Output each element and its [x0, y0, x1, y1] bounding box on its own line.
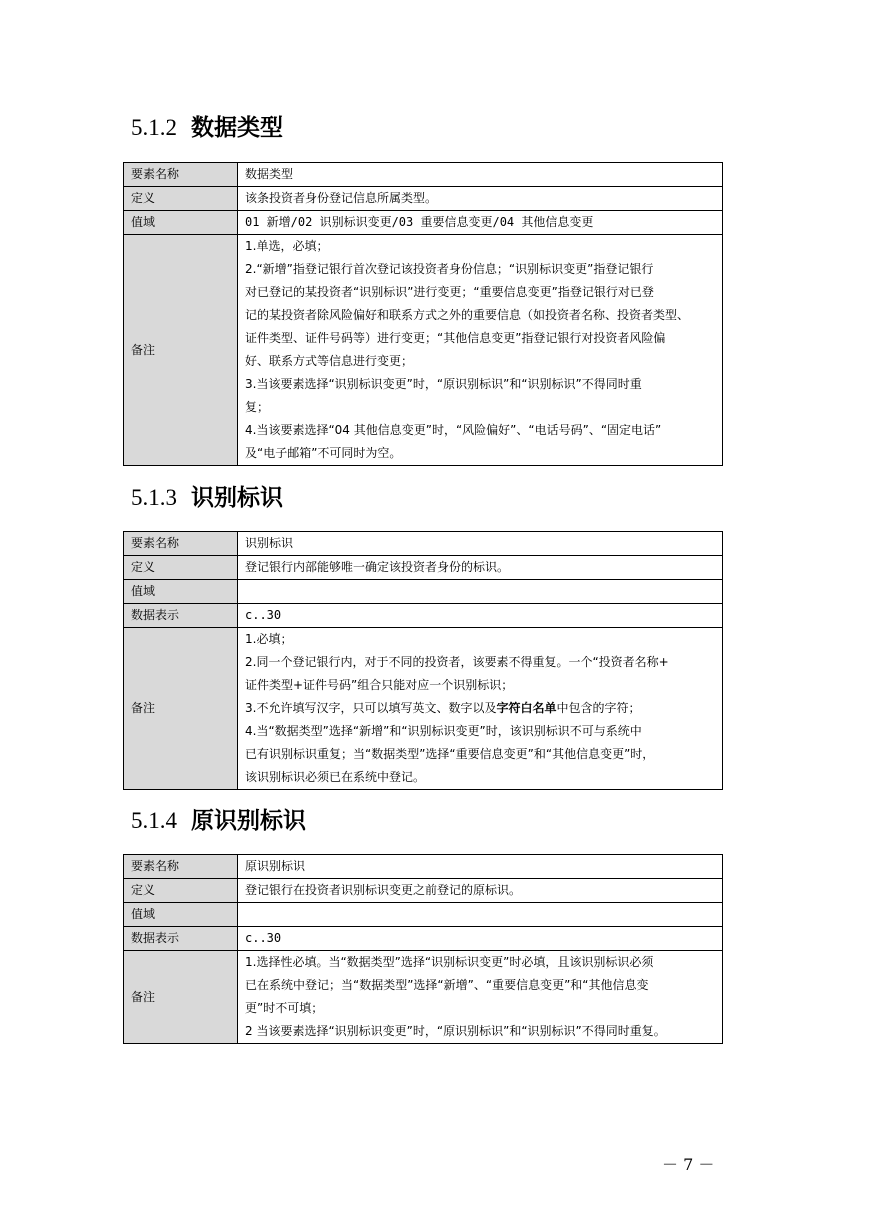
spec-table-data-type: [123, 162, 723, 466]
section-title-text: 原识别标识: [191, 807, 306, 834]
note-line: 已有识别标识重复；当“数据类型”选择“重要信息变更”和“其他信息变更”时，: [245, 747, 655, 761]
note-line: 记的某投资者除风险偏好和联系方式之外的重要信息（如投资者名称、投资者类型、: [245, 308, 690, 322]
note-line: 对已登记的某投资者“识别标识”进行变更；“重要信息变更”指登记银行对已登: [245, 285, 654, 299]
row-key: 数据表示: [124, 604, 238, 628]
note-line: 证件类型+证件号码”组合只能对应一个识别标识；: [245, 678, 514, 692]
table-row: [124, 903, 723, 927]
row-value: 01 新增/02 识别标识变更/03 重要信息变更/04 其他信息变更: [238, 211, 723, 235]
note-line: 该识别标识必须已在系统中登记。: [245, 770, 426, 784]
row-value: [238, 903, 723, 927]
note-line: 4.当“数据类型”选择“新增”和“识别标识变更”时，该识别标识不可与系统中: [245, 724, 642, 738]
row-value: 原识别标识: [238, 855, 723, 879]
row-key: 备注: [124, 951, 238, 1044]
table-row-notes: [124, 628, 723, 790]
table-row-notes: [124, 951, 723, 1044]
note-line: 已在系统中登记；当“数据类型”选择“新增”、“重要信息变更”和“其他信息变: [245, 978, 649, 992]
note-line: 1.单选，必填；: [245, 239, 329, 253]
row-key: 备注: [124, 628, 238, 790]
note-line: 复；: [245, 400, 270, 414]
section-number: 5.1.2: [131, 115, 177, 140]
spec-table-identifier: [123, 531, 723, 790]
table-row: [124, 604, 723, 628]
table-row: [124, 855, 723, 879]
table-row: [124, 211, 723, 235]
row-key: 数据表示: [124, 927, 238, 951]
note-line: 更”时不可填；: [245, 1001, 324, 1015]
note-line: 证件类型、证件号码等）进行变更；“其他信息变更”指登记银行对投资者风险偏: [245, 331, 666, 345]
table-row: [124, 879, 723, 903]
row-key: 值域: [124, 211, 238, 235]
note-line: 4.当该要素选择“04 其他信息变更”时，“风险偏好”、“电话号码”、“固定电话”: [245, 423, 662, 437]
notes-cell: [238, 235, 723, 466]
row-key: 定义: [124, 556, 238, 580]
page-number: － 7 －: [662, 1155, 715, 1174]
row-value: 该条投资者身份登记信息所属类型。: [238, 187, 723, 211]
note-line: 2.同一个登记银行内，对于不同的投资者，该要素不得重复。一个“投资者名称+: [245, 655, 669, 669]
section-heading-data-type: [131, 114, 283, 142]
table-row: [124, 187, 723, 211]
table-row: [124, 556, 723, 580]
row-value: 识别标识: [238, 532, 723, 556]
section-title-text: 识别标识: [191, 484, 283, 511]
section-title-text: 数据类型: [191, 114, 283, 141]
row-value: 登记银行内部能够唯一确定该投资者身份的标识。: [238, 556, 723, 580]
row-value: 数据类型: [238, 163, 723, 187]
row-value: c..30: [238, 604, 723, 628]
note-line: 及“电子邮箱”不可同时为空。: [245, 446, 402, 460]
table-row: [124, 163, 723, 187]
section-number: 5.1.3: [131, 485, 177, 510]
note-line: 1.选择性必填。当“数据类型”选择“识别标识变更”时必填，且该识别标识必须: [245, 955, 654, 969]
row-key: 要素名称: [124, 532, 238, 556]
row-value: c..30: [238, 927, 723, 951]
section-number: 5.1.4: [131, 808, 177, 833]
notes-cell: [238, 951, 723, 1044]
row-key: 要素名称: [124, 163, 238, 187]
section-heading-identifier: [131, 484, 283, 512]
row-key: 值域: [124, 903, 238, 927]
note-line: 2.“新增”指登记银行首次登记该投资者身份信息；“识别标识变更”指登记银行: [245, 262, 654, 276]
notes-cell: [238, 628, 723, 790]
row-value: [238, 580, 723, 604]
note-line-with-bold: 3.不允许填写汉字，只可以填写英文、数字以及字符白名单中包含的字符；: [245, 701, 641, 715]
spec-table-original-identifier: [123, 854, 723, 1044]
table-row: [124, 580, 723, 604]
bold-term: 字符白名单: [496, 701, 557, 715]
table-row: [124, 532, 723, 556]
row-value: 登记银行在投资者识别标识变更之前登记的原标识。: [238, 879, 723, 903]
section-heading-original-identifier: [131, 807, 306, 835]
table-row: [124, 927, 723, 951]
note-line: 2 当该要素选择“识别标识变更”时，“原识别标识”和“识别标识”不得同时重复。: [245, 1024, 666, 1038]
table-row-notes: [124, 235, 723, 466]
row-key: 备注: [124, 235, 238, 466]
row-key: 定义: [124, 187, 238, 211]
row-key: 要素名称: [124, 855, 238, 879]
row-key: 值域: [124, 580, 238, 604]
note-line: 1.必填；: [245, 632, 293, 646]
row-key: 定义: [124, 879, 238, 903]
note-line: 3.当该要素选择“识别标识变更”时，“原识别标识”和“识别标识”不得同时重: [245, 377, 642, 391]
note-line: 好、联系方式等信息进行变更；: [245, 354, 414, 368]
